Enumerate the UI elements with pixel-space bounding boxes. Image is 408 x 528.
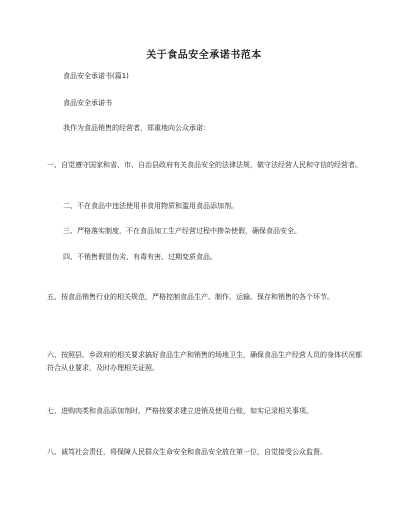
document-title: 关于食品安全承诺书范本 xyxy=(146,50,262,61)
subsection-heading: 食品安全承诺书 xyxy=(63,99,112,107)
commitment-item-2: 二、不在食品中违法使用非食用物质和滥用食品添加剂。 xyxy=(63,202,238,210)
commitment-item-7: 七、进购肉类和食品添加剂时，严格按要求建立进销及使用台账，如实记录相关事项。 xyxy=(47,407,313,415)
commitment-item-4: 四、不销售假冒伪劣、有毒有害、过期变质食品。 xyxy=(63,253,217,261)
commitment-item-1: 一、自觉遵守国家和省、市、自治县政府有关食品安全的法律法规，做守法经营人民和守信的经营者。 xyxy=(47,161,362,169)
commitment-item-5: 五、按食品销售行业的相关规范，严格控制食品生产、制作、运输、保存和销售的各个环节。 xyxy=(47,293,334,301)
commitment-item-6: 六、按照县、乡政府的相关要求搞好食品生产和销售的场地卫生，确保食品生产经营人员的身体状况都符合从业要求，及时办理相关证照。 xyxy=(47,351,362,372)
commitment-item-8: 八、诚笃社会责任，将保障人民群众生命安全和食品安全放在第一位，自觉接受公众监督。 xyxy=(47,448,327,456)
commitment-item-3: 三、严格落实制度，不在食品加工生产经营过程中掺杂使假，确保食品安全。 xyxy=(63,227,301,235)
intro-paragraph: 我作为食品销售的经营者，郑重地向公众承诺： xyxy=(63,124,210,132)
section-heading: 食品安全承诺书(篇1) xyxy=(63,72,129,80)
